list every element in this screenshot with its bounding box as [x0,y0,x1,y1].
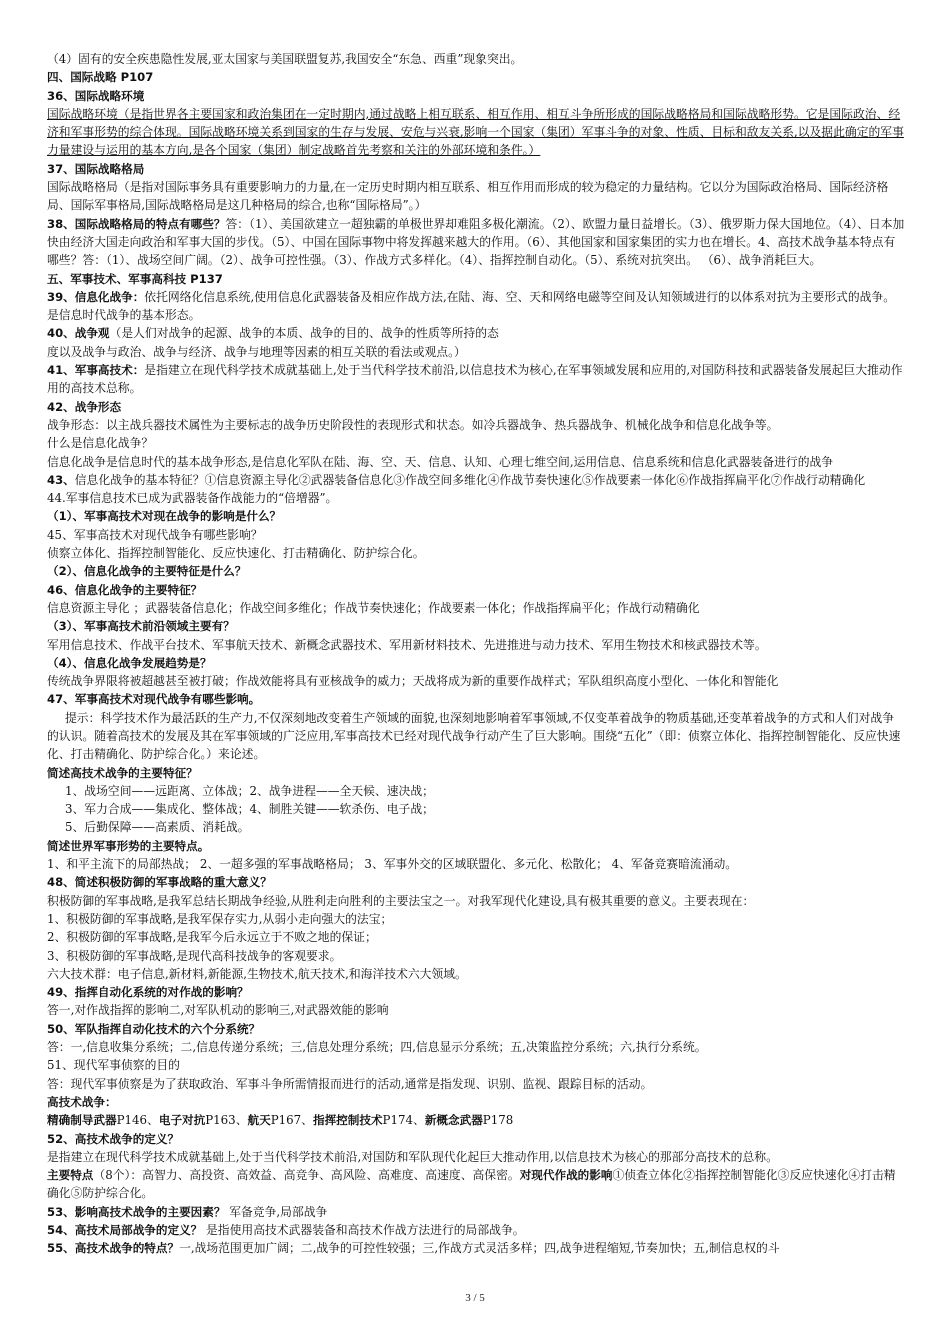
topic-page: P167、 [270,1113,313,1128]
paragraph [47,1221,905,1239]
question-heading: （4）、信息化战争发展趋势是？ [47,655,212,670]
question-heading: 46、信息化战争的主要特征？ [47,582,203,597]
answer-text: 信息化战争的基本特征？①信息资源主导化②武器装备信息化③作战空间多维化④作战节奏快速化⑤作战要素一体化⑥作战指挥扁平化⑦作战行动精确化 [74,472,866,487]
question-label: 54、高技术局部战争的定义？ [47,1223,203,1237]
topic-label: 新概念武器 [424,1113,483,1128]
text-line: 侦察立体化、指挥控制智能化、反应快速化、打击精确化、防护综合化。 [47,546,425,561]
question-heading: 48、简述积极防御的军事战略的重大意义？ [47,875,272,890]
paragraph [47,471,905,489]
question-heading: 49、指挥自动化系统的对作战的影响？ [47,985,249,1000]
list-item: 1、战场空间——远距离、立体战；2、战争进程——全天候、速决战； [65,783,434,798]
list-item: 1、积极防御的军事战略,是我军保存实力,从弱小走向强大的法宝； [47,911,393,926]
section-heading: 四、国际战略 P107 [47,70,154,85]
text-line: 积极防御的军事战略,是我军总结长期战争经验,从胜利走向胜利的主要法宝之一。对我军现代化建设,具有极其重要的意义。主要表现在： [47,893,755,908]
text-line: （4）固有的安全疾患隐性发展,亚太国家与美国联盟复苏,我国安全“东急、西重”现象突出。 [47,52,523,66]
section-heading: 五、军事技术、军事高科技 P137 [47,271,223,286]
question-heading: 50、军队指挥自动化技术的六个分系统？ [47,1021,261,1036]
section-heading: 高技术战争： [47,1094,117,1109]
question-label: 41、军事高技术： [47,363,145,378]
label: 主要特点 [47,1168,94,1183]
answer-text: 一,战场范围更加广阔；二,战争的可控性较强；三,作战方式灵活多样；四,战争进程缩短,节奏加快；五,制信息权的斗 [179,1241,780,1256]
text-line: 军用信息技术、作战平台技术、军事航天技术、新概念武器技术、军用新材料技术、先进推进与动力技术、军用生物技术和核武器技术等。 [47,637,767,652]
question-label: 39、信息化战争： [47,289,145,304]
answer-text: 是指建立在现代科学技术成就基础上,处于当代科学技术前沿,以信息技术为核心,在军事领域发展和应用的,对国防科技和武器装备发展起巨大推动作用的高技术总称。 [47,363,903,396]
paragraph: 提示：科学技术作为最活跃的生产力,不仅深刻地改变着生产领域的面貌,也深刻地影响着军事领域,不仅变革着战争的物质基础,还变革着战争的方式和人们对战争的认识。随着高技术的发展及其在军事领域的广泛应用,军事高技术已经对现代战争行动产生了巨大影响。围绕“五化”（即：侦察立体化、指挥控制智能化、反应快速化、打击精确化、防护综合化。）来论述。 [47,710,901,762]
topic-page: P174、 [382,1113,425,1128]
page-number: 3 / 5 [465,1292,485,1304]
list-item: 5、后勤保障——高素质、消耗战。 [65,820,250,835]
text-line: 什么是信息化战争？ [47,436,154,451]
text-line: 度以及战争与政治、战争与经济、战争与地理等因素的相互关联的看法或观点。） [47,344,466,359]
text-line: 答一,对作战指挥的影响二,对军队机动的影响三,对武器效能的影响 [47,1003,389,1018]
question-heading: 36、国际战略环境 [47,88,145,103]
paragraph [47,1239,905,1257]
text-line: 51、现代军事侦察的目的 [47,1058,180,1073]
question-heading: 47、军事高技术对现代战争有哪些影响。 [47,692,261,707]
answer-text: 依托网络化信息系统,使用信息化武器装备及相应作战方法,在陆、海、空、天和网络电磁等空间及认知领域进行的以体系对抗为主要形式的战争。是信息时代战争的基本形态。 [47,289,896,323]
list-item: 3、军力合成——集成化、整体战；4、制胜关键——软杀伤、电子战； [65,802,434,817]
text-line: 44.军事信息技术已成为武器装备作战能力的“倍增器”。 [47,491,338,506]
document-body [47,50,905,1258]
text-line: 答：现代军事侦察是为了获取政治、军事斗争所需情报而进行的活动,通常是指发现、识别、监视、跟踪目标的活动。 [47,1076,653,1091]
question-label: 53、影响高技术战争的主要因素？ [47,1204,226,1219]
paragraph [47,1203,905,1221]
answer-text: （是人们对战争的起源、战争的本质、战争的目的、战争的性质等所持的态 [109,326,499,341]
paragraph [47,361,905,398]
paragraph-underlined: 国际战略环境（是指世界各主要国家和政治集团在一定时期内,通过战略上相互联系、相互作用、相互斗争所形成的国际战略格局和国际战略形势。它是国际政治、经济和军事形势的综合体现。国际战略环境关系到国家的生存与发展、安危与兴衰,影响一个国家（集团）军事斗争的对象、性质、目标和敌友关系,以及据此确定的军事力量建设与运用的基本方向,是各个国家（集团）制定战略首先考察和关注的外部环境和条件。） [47,106,904,158]
question-label: 55、高技术战争的特点？ [47,1241,180,1256]
paragraph: 国际战略格局（是指对国际事务具有重要影响力的力量,在一定历史时期内相互联系、相互作用而形成的较为稳定的力量结构。它以分为国际政治格局、国际经济格局、国际军事格局,国际战略格局是这几种格局的综合,也称“国际格局”。） [47,180,889,213]
question-heading: （1）、军事高技术对现在战争的影响是什么？ [47,509,282,524]
topic-label: 指挥控制技术 [312,1113,383,1128]
paragraph [47,1166,905,1203]
answer-text: （8个）：高智力、高投资、高效益、高竞争、高风险、高难度、高速度、高保密。 [93,1168,520,1183]
question-label: 43、 [47,472,75,487]
text-line: 答：一,信息收集分系统；二,信息传递分系统；三,信息处理分系统；四,信息显示分系统；五,决策监控分系统；六,执行分系统。 [47,1040,707,1055]
question-heading: 简述高技术战争的主要特征？ [47,765,198,780]
text-line: 传统战争界限将被超越甚至被打破；作战效能将具有亚核战争的威力；天战将成为新的重要作战样式；军队组织高度小型化、一体化和智能化 [47,674,779,689]
question-label: 40、战争观 [47,326,110,341]
list-item: 3、积极防御的军事战略,是现代高科技战争的客观要求。 [47,948,342,963]
answer-text: 军备竞争,局部战争 [225,1204,328,1219]
question-heading: 52、高技术战争的定义？ [47,1131,180,1146]
topic-page: P146、 [116,1113,159,1128]
topic-label: 电子对抗 [158,1113,206,1128]
question-heading: 37、国际战略格局 [47,161,145,176]
question-heading: （2）、信息化战争的主要特征是什么？ [47,564,247,579]
paragraph [47,324,905,342]
topic-label: 航天 [247,1113,271,1128]
label: 对现代作战的影响 [519,1168,613,1183]
question-heading: 42、战争形态 [47,399,122,414]
answer-text: ①侦查立体化②指挥控制智能化③反应快速化④打击精确化⑤防护综合化。 [47,1168,896,1201]
text-line: 1、和平主流下的局部热战； 2、一超多强的军事战略格局； 3、军事外交的区域联盟化、多元化、松散化； 4、军备竞赛暗流涌动。 [47,857,738,872]
paragraph [47,215,905,270]
topic-page: P163、 [205,1113,248,1128]
paragraph: 信息化战争是信息时代的基本战争形态,是信息化军队在陆、海、空、天、信息、认知、心理七维空间,运用信息、信息系统和信息化武器装备进行的战争 [47,454,834,469]
text-line: 信息资源主导化 ；武器装备信息化；作战空间多维化；作战节奏快速化；作战要素一体化；作战指挥扁平化；作战行动精确化 [47,600,700,615]
topic-list [47,1111,905,1129]
answer-text: 是指使用高技术武器装备和高技术作战方法进行的局部战争。 [202,1223,525,1237]
question-label: 38、国际战略格局的特点有哪些？ [47,216,226,231]
topic-label: 精确制导武器 [47,1113,117,1128]
answer-text: 答：（1）、美国欲建立一超独霸的单极世界却难阻多极化潮流。（2）、欧盟力量日益增长。（3）、俄罗斯力保大国地位。（4）、日本加快由经济大国走向政治和军事大国的步伐。（5）、中国在国际事物中将发挥越来越大的作用。（6）、其他国家和国家集团的实力也在增长。4、高技术战争基本特点有哪些？答：（1）、战场空间广阔。（2）、战争可控性强。（3）、作战方式多样化。（4）、指挥控制自动化。（5）、系统对抗突出。 （6）、战争消耗巨大。 [47,216,905,268]
text-line: 45、军事高技术对现代战争有哪些影响？ [47,527,263,542]
topic-page: P178 [482,1113,514,1128]
paragraph: 战争形态：以主战兵器技术属性为主要标志的战争历史阶段性的表现形式和状态。如冷兵器战争、热兵器战争、机械化战争和信息化战争等。 [47,417,779,432]
list-item: 2、积极防御的军事战略,是我军今后永远立于不败之地的保证； [47,930,377,945]
question-heading: （3）、军事高技术前沿领域主要有？ [47,619,235,634]
paragraph [47,288,905,325]
text-line: 是指建立在现代科学技术成就基础上,处于当代科学技术前沿,对国防和军队现代化起巨大推动作用,以信息技术为核心的那部分高技术的总称。 [47,1149,778,1164]
question-heading: 简述世界军事形势的主要特点。 [47,838,210,853]
text-line: 六大技术群：电子信息,新材料,新能源,生物技术,航天技术,和海洋技术六大领域。 [47,966,467,981]
